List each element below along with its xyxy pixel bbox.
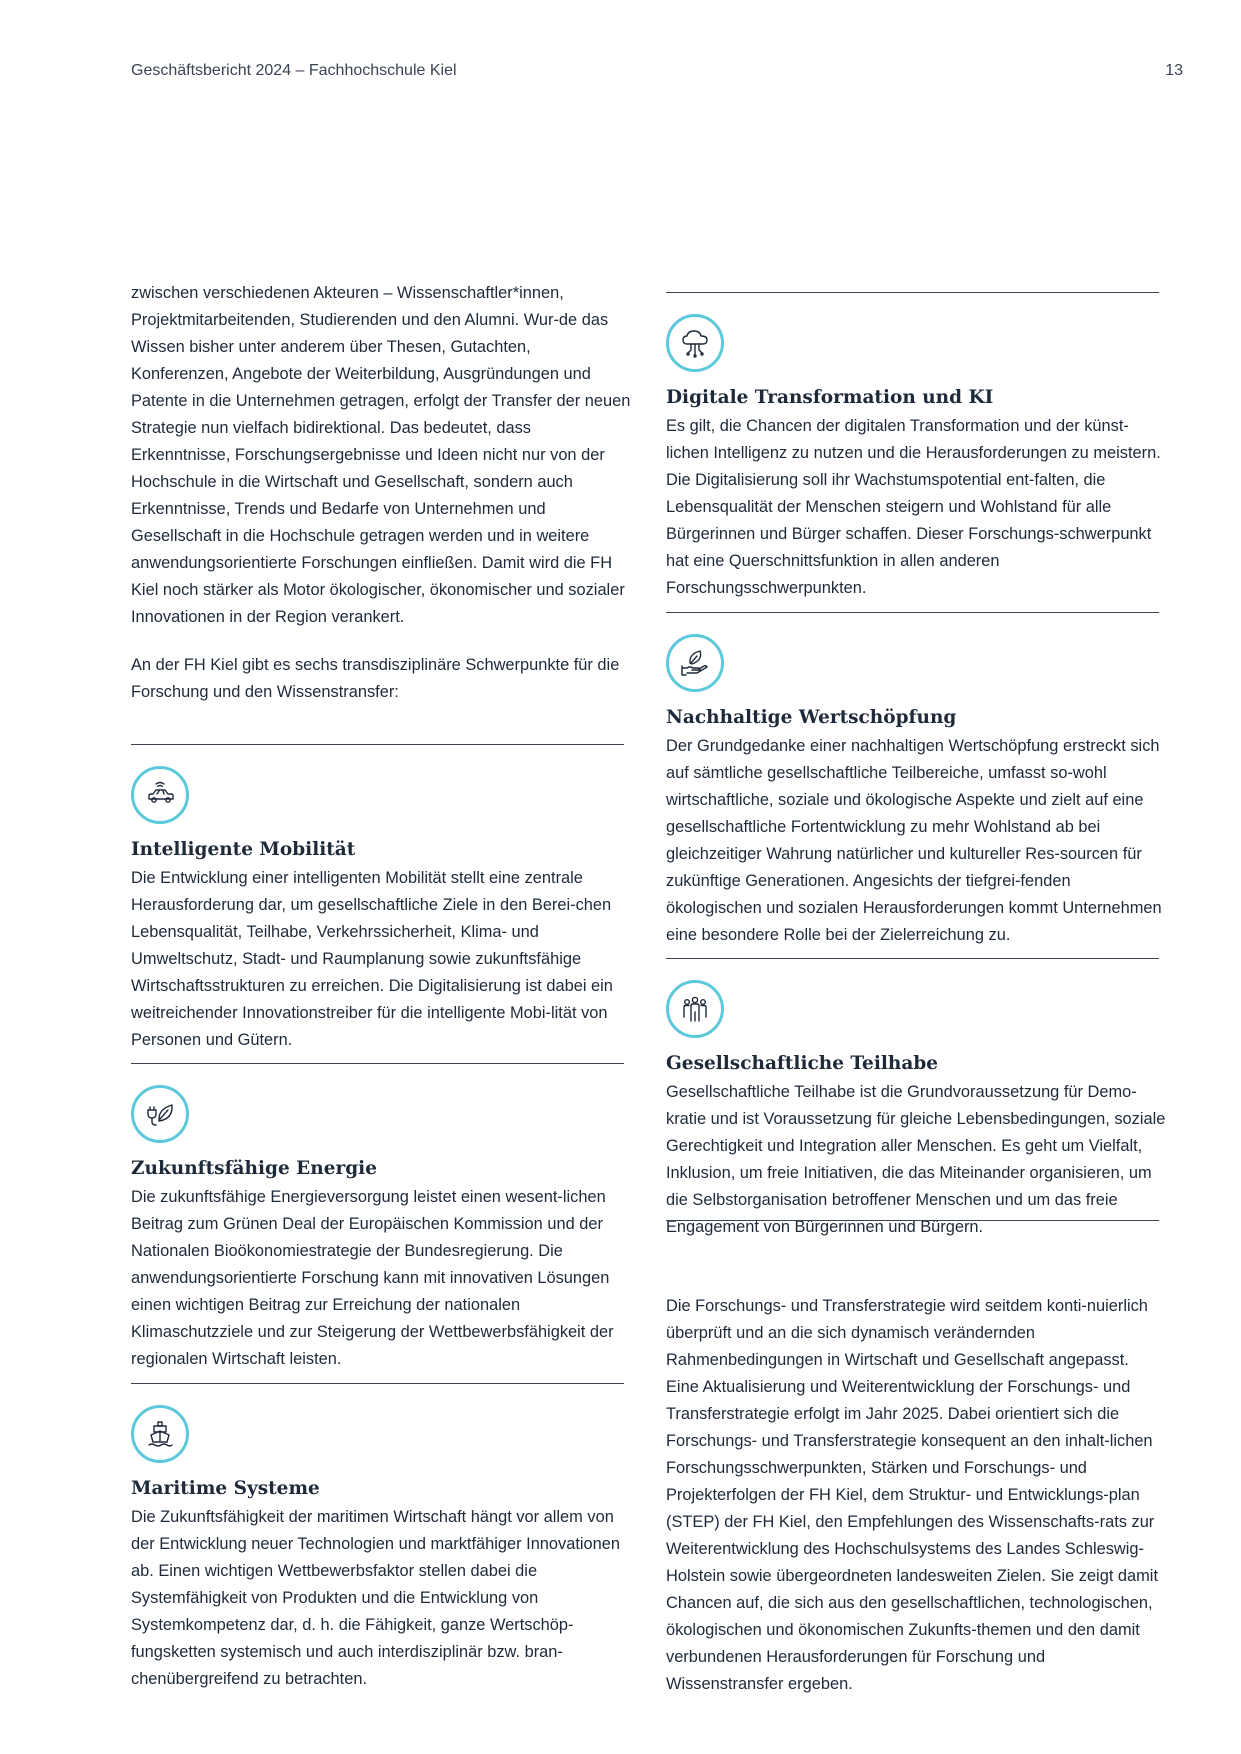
focus-area-text: Die Zukunftsfähigkeit der maritimen Wirtschaft hängt vor allem von der Entwicklung neuer Technologien und marktfähiger Innovationen ab. Einen wichtigen Wettbewerbsfaktor stellen dabei die Systemfähigkeit von Produkten und die Entwicklung von Systemkompetenz dar, d. h. die Fähigkeit, ganze Wertschöp-fungsketten systemisch und auch interdisziplinär bzw. bran-chenübergreifend zu betrachten. [131, 1508, 621, 1688]
plug-leaf-icon [131, 1085, 189, 1143]
focus-area-sustainable [666, 612, 1162, 944]
people-group-icon [666, 980, 724, 1038]
document-header-title: Geschäftsbericht 2024 – Fachhochschule Kiel [131, 62, 457, 79]
focus-area-text: Es gilt, die Chancen der digitalen Transformation und der künst-lichen Intelligenz zu nutzen und die Herausforderungen zu meistern. Die Digitalisierung soll ihr Wachstumspotential ent-falten, die Lebensqualität der Menschen steigern und Wohlstand für alle Bürgerinnen und Bürger schaffen. Dieser Forschungs-schwerpunkt hat eine Querschnittsfunktion in allen anderen Forschungsschwerpunkten. [666, 417, 1161, 597]
focus-area-title: Digitale Transformation und KI [666, 387, 994, 408]
hand-leaf-icon [666, 634, 724, 692]
focus-area-text: Gesellschaftliche Teilhabe ist die Grundvoraussetzung für Demo-kratie und ist Voraussetzung für gleiche Lebensbedingungen, soziale Gerechtigkeit und Integration aller Menschen. Es geht um Vielfalt, Inklusion, um freie Initiativen, die das Miteinander organisieren, um die Selbstorganisation betroffener Menschen und um das freie Engagement von Bürgerinnen und Bürgern. [666, 1083, 1166, 1236]
focus-area-maritime [131, 1383, 624, 1688]
intro-paragraph-focus-areas: An der FH Kiel gibt es sechs transdisziplinäre Schwerpunkte für die Forschung und den Wissenstransfer: [131, 656, 620, 701]
focus-area-text: Die zukunftsfähige Energieversorgung leistet einen wesent-lichen Beitrag zum Grünen Deal der Europäischen Kommission und der Nationalen Bioökonomiestrategie der Bundesregierung. Die anwendungsorientierte Forschung kann mit innovativen Lösungen einen wichtigen Beitrag zur Erreichung der nationalen Klimaschutzziele und zur Steigerung der Wettbewerbsfähigkeit der regionalen Wirtschaft leisten. [131, 1188, 614, 1368]
divider [666, 958, 1159, 959]
intro-paragraph: zwischen verschiedenen Akteuren – Wissenschaftler*innen, Projektmitarbeitenden, Studierenden und den Alumni. Wur-de das Wissen bisher unter anderem über Thesen, Gutachten, Konferenzen, Angebote der Weiterbildung, Ausgründungen und Patente in die Unternehmen getragen, erfolgt der Transfer der neuen Strategie nun vielfach bidirektional. Das bedeutet, dass Erkenntnisse, Forschungsergebnisse und Ideen nicht nur von der Hochschule in die Wirtschaft und Gesellschaft, sondern auch Erkenntnisse, Trends und Bedarfe von Unternehmen und Gesellschaft in die Hochschule getragen werden und in weitere anwendungsorientierte Forschungen einfließen. Damit wird die FH Kiel noch stärker als Motor ökologischer, ökonomischer und sozialer Innovationen in der Region verankert. [131, 284, 631, 626]
car-icon [131, 766, 189, 824]
focus-area-title: Nachhaltige Wertschöpfung [666, 707, 957, 728]
focus-area-title: Gesellschaftliche Teilhabe [666, 1053, 939, 1074]
focus-area-mobility [131, 744, 624, 1049]
focus-area-title: Intelligente Mobilität [131, 839, 356, 860]
divider [666, 1220, 1159, 1221]
divider [666, 612, 1159, 613]
focus-area-participation [666, 958, 1166, 1236]
focus-area-energy [131, 1063, 624, 1368]
divider [131, 1383, 624, 1384]
ship-icon [131, 1405, 189, 1463]
closing-paragraph: Die Forschungs- und Transferstrategie wird seitdem konti-nuierlich überprüft und an die sich dynamisch verändernden Rahmenbedingungen in Wirtschaft und Gesellschaft angepasst. Eine Aktualisierung und Weiterentwicklung der Forschungs- und Transferstrategie erfolgt im Jahr 2025. Dabei orientiert sich die Forschungs- und Transferstrategie konsequent an den inhalt-lichen Forschungsschwerpunkten, Stärken und Forschungs- und Projekterfolgen der FH Kiel, dem Struktur- und Entwicklungs-plan (STEP) der FH Kiel, den Empfehlungen des Wissenschafts-rats zur Weiterentwicklung des Hochschulsystems des Landes Schleswig-Holstein sowie übergeordneten landesweiten Zielen. Sie zeigt damit Chancen auf, die sich aus den gesellschaftlichen, technologischen, ökologischen und ökonomischen Zukunfts-themen und den damit verbundenen Herausforderungen für Forschung und Wissenstransfer ergeben. [666, 1297, 1159, 1693]
divider [666, 292, 1159, 293]
page-number: 13 [1165, 62, 1183, 79]
divider [131, 1063, 624, 1064]
focus-area-digital [666, 292, 1161, 597]
focus-area-title: Maritime Systeme [131, 1478, 320, 1499]
focus-area-title: Zukunftsfähige Energie [131, 1158, 377, 1179]
focus-area-text: Die Entwicklung einer intelligenten Mobilität stellt eine zentrale Herausforderung dar, um gesellschaftliche Ziele in den Berei-chen Lebensqualität, Teilhabe, Verkehrssicherheit, Klima- und Umweltschutz, Stadt- und Raumplanung sowie zukunftsfähige Wirtschaftsstrukturen zu erreichen. Die Digitalisierung ist dabei ein weitreichender Innovationstreiber für die intelligente Mobi-lität von Personen und Gütern. [131, 869, 613, 1049]
focus-area-text: Der Grundgedanke einer nachhaltigen Wertschöpfung erstreckt sich auf sämtliche gesellschaftliche Teilbereiche, umfasst so-wohl wirtschaftliche, soziale und ökologische Aspekte und zielt auf eine gesellschaftliche Fortentwicklung zu mehr Wohlstand ab bei gleichzeitiger Wahrung natürlicher und kultureller Res-sourcen für zukünftige Generationen. Angesichts der tiefgrei-fenden ökologischen und sozialen Herausforderungen kommt Unternehmen eine besondere Rolle bei der Zielerreichung zu. [666, 737, 1162, 944]
cloud-circuit-icon [666, 314, 724, 372]
divider [131, 744, 624, 745]
